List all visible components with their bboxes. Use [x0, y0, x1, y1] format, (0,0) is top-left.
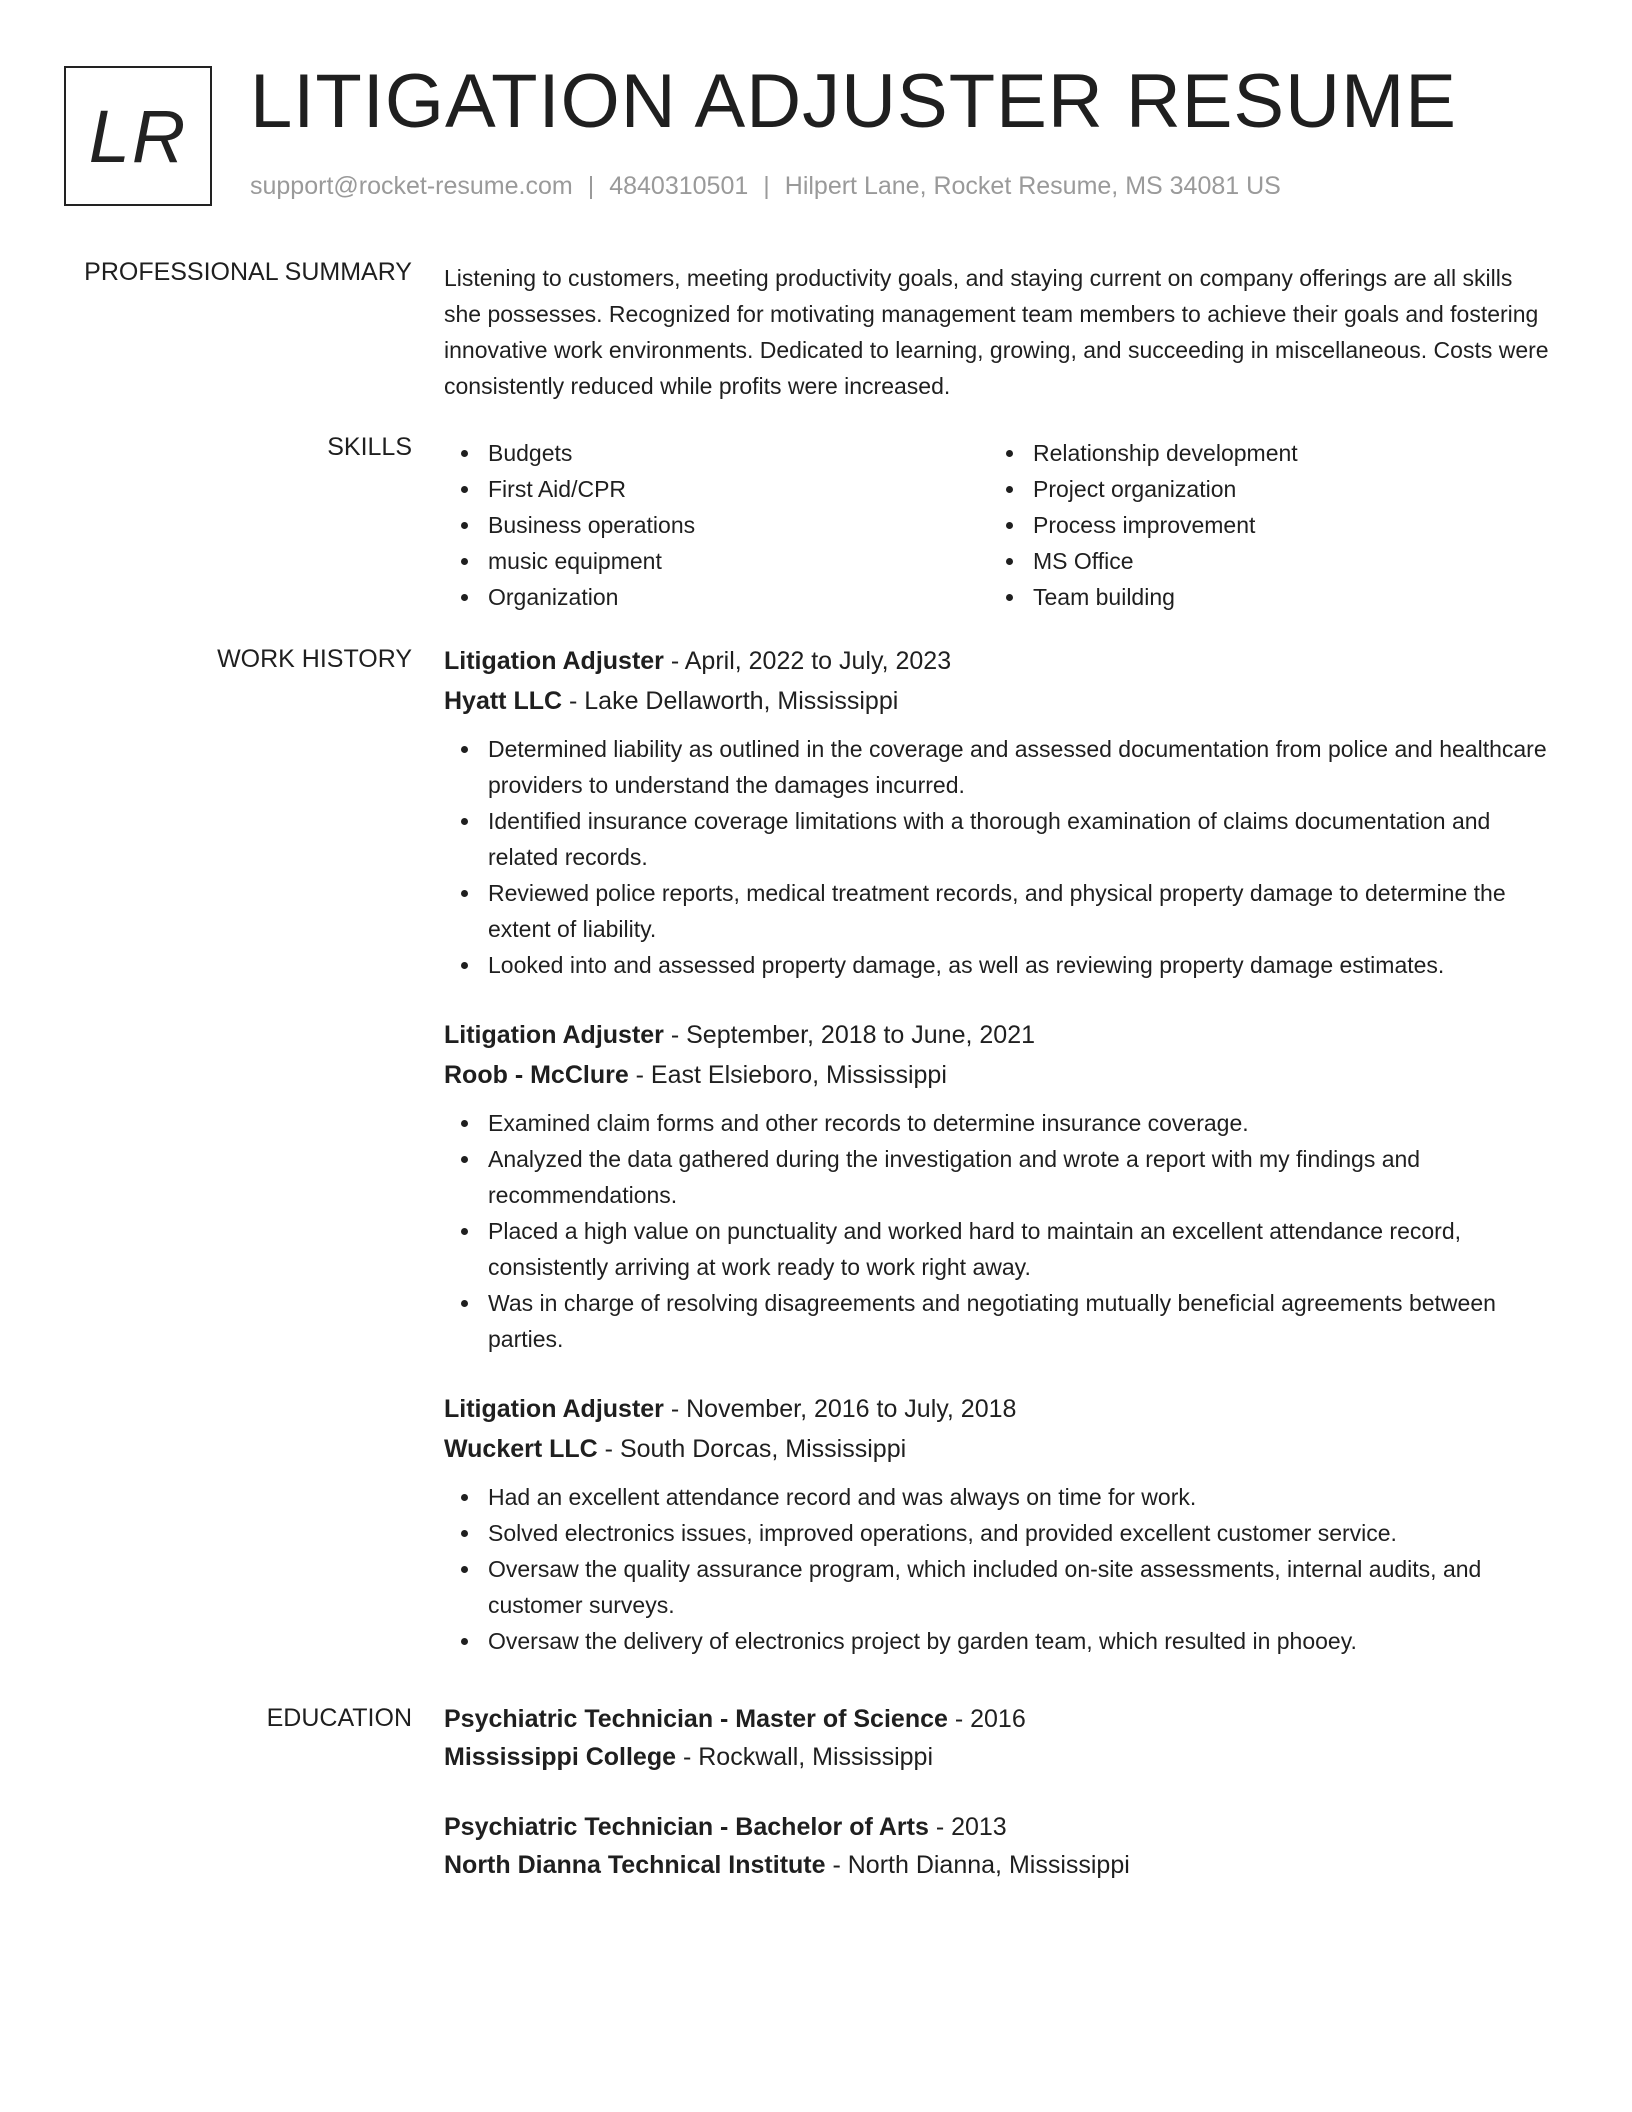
- education-degree: Psychiatric Technician - Bachelor of Arts: [444, 1813, 929, 1841]
- education-school-line: [444, 1846, 1554, 1884]
- monogram-initials: LR: [88, 94, 188, 178]
- job-entry: [444, 641, 1554, 983]
- job-location: - East Elsieboro, Mississippi: [628, 1061, 947, 1089]
- skill-item: Project organization: [989, 471, 1534, 507]
- skill-item: Process improvement: [989, 507, 1534, 543]
- skill-item: Relationship development: [989, 435, 1534, 471]
- job-title: Litigation Adjuster: [444, 647, 664, 675]
- skills-list-right: [989, 435, 1534, 615]
- job-bullet: Placed a high value on punctuality and worked hard to maintain an excellent attendance record, consistently arriving at work ready to work right away.: [444, 1213, 1554, 1285]
- education-year: - 2016: [947, 1705, 1026, 1733]
- job-dates: - April, 2022 to July, 2023: [663, 647, 952, 675]
- job-bullet: Solved electronics issues, improved operations, and provided excellent customer service.: [444, 1515, 1554, 1551]
- job-bullet: Determined liability as outlined in the coverage and assessed documentation from police and healthcare providers to understand the damages incurred.: [444, 731, 1554, 803]
- job-bullet: Reviewed police reports, medical treatment records, and physical property damage to determine the extent of liability.: [444, 875, 1554, 947]
- job-bullet: Was in charge of resolving disagreements and negotiating mutually beneficial agreements between parties.: [444, 1285, 1554, 1357]
- job-title-line: [444, 641, 1554, 681]
- job-title-line: [444, 1015, 1554, 1055]
- job-company: Hyatt LLC: [444, 687, 563, 715]
- job-bullets: [444, 1479, 1554, 1659]
- job-company: Wuckert LLC: [444, 1435, 598, 1463]
- skill-item: MS Office: [989, 543, 1534, 579]
- job-location: - Lake Dellaworth, Mississippi: [562, 687, 899, 715]
- job-dates: - September, 2018 to June, 2021: [663, 1021, 1035, 1049]
- summary-text: Listening to customers, meeting productivity goals, and staying current on company offerings are all skills she possesses. Recognized for motivating management team members to achieve their goals and fostering innovative work environments. Dedicated to learning, growing, and succeeding in miscellaneous. Costs were consistently reduced while profits were increased.: [444, 265, 1549, 399]
- education-entry: [444, 1808, 1554, 1884]
- job-company-line: [444, 1055, 1554, 1095]
- job-company-line: [444, 681, 1554, 721]
- job-title: Litigation Adjuster: [444, 1395, 664, 1423]
- skill-item: First Aid/CPR: [444, 471, 989, 507]
- job-bullet: Examined claim forms and other records to determine insurance coverage.: [444, 1105, 1554, 1141]
- work-history-label: WORK HISTORY: [217, 645, 412, 673]
- job-bullet: Analyzed the data gathered during the investigation and wrote a report with my findings and recommendations.: [444, 1141, 1554, 1213]
- skills-label: SKILLS: [327, 433, 412, 461]
- skill-item: Business operations: [444, 507, 989, 543]
- education-degree-line: [444, 1700, 1554, 1738]
- job-bullet: Identified insurance coverage limitations with a thorough examination of claims documentation and related records.: [444, 803, 1554, 875]
- education-school: North Dianna Technical Institute: [444, 1851, 826, 1879]
- summary-label: PROFESSIONAL SUMMARY: [84, 258, 412, 286]
- job-entry: [444, 1015, 1554, 1357]
- education-location: - Rockwall, Mississippi: [676, 1743, 933, 1771]
- education-location: - North Dianna, Mississippi: [825, 1851, 1130, 1879]
- skills-columns: [444, 435, 1554, 615]
- job-title-line: [444, 1389, 1554, 1429]
- job-bullets: [444, 1105, 1554, 1357]
- education-label: EDUCATION: [266, 1704, 412, 1732]
- contact-line: [250, 172, 1281, 201]
- job-entry: [444, 1389, 1554, 1659]
- job-company: Roob - McClure: [444, 1061, 629, 1089]
- job-title: Litigation Adjuster: [444, 1021, 664, 1049]
- job-dates: - November, 2016 to July, 2018: [663, 1395, 1017, 1423]
- skill-item: Organization: [444, 579, 989, 615]
- skills-list-left: [444, 435, 989, 615]
- skill-item: Team building: [989, 579, 1534, 615]
- education-degree: Psychiatric Technician - Master of Science: [444, 1705, 948, 1733]
- job-bullets: [444, 731, 1554, 983]
- education-degree-line: [444, 1808, 1554, 1846]
- education-school-line: [444, 1738, 1554, 1776]
- job-bullet: Had an excellent attendance record and was always on time for work.: [444, 1479, 1554, 1515]
- job-bullet: Looked into and assessed property damage, as well as reviewing property damage estimates.: [444, 947, 1554, 983]
- resume-title: LITIGATION ADJUSTER RESUME: [250, 59, 1457, 144]
- contact-address: Hilpert Lane, Rocket Resume, MS 34081 US: [784, 172, 1281, 200]
- job-bullet: Oversaw the quality assurance program, which included on-site assessments, internal audits, and customer surveys.: [444, 1551, 1554, 1623]
- education-entry: [444, 1700, 1554, 1776]
- job-bullet: Oversaw the delivery of electronics project by garden team, which resulted in phooey.: [444, 1623, 1554, 1659]
- monogram-box: [64, 66, 212, 206]
- education-year: - 2013: [928, 1813, 1007, 1841]
- job-company-line: [444, 1429, 1554, 1469]
- contact-phone: 4840310501: [609, 172, 749, 200]
- education-school: Mississippi College: [444, 1743, 677, 1771]
- job-location: - South Dorcas, Mississippi: [597, 1435, 907, 1463]
- contact-email: support@rocket-resume.com: [250, 172, 573, 200]
- contact-separator: |: [587, 172, 595, 200]
- skill-item: music equipment: [444, 543, 989, 579]
- contact-separator: |: [763, 172, 770, 200]
- skill-item: Budgets: [444, 435, 989, 471]
